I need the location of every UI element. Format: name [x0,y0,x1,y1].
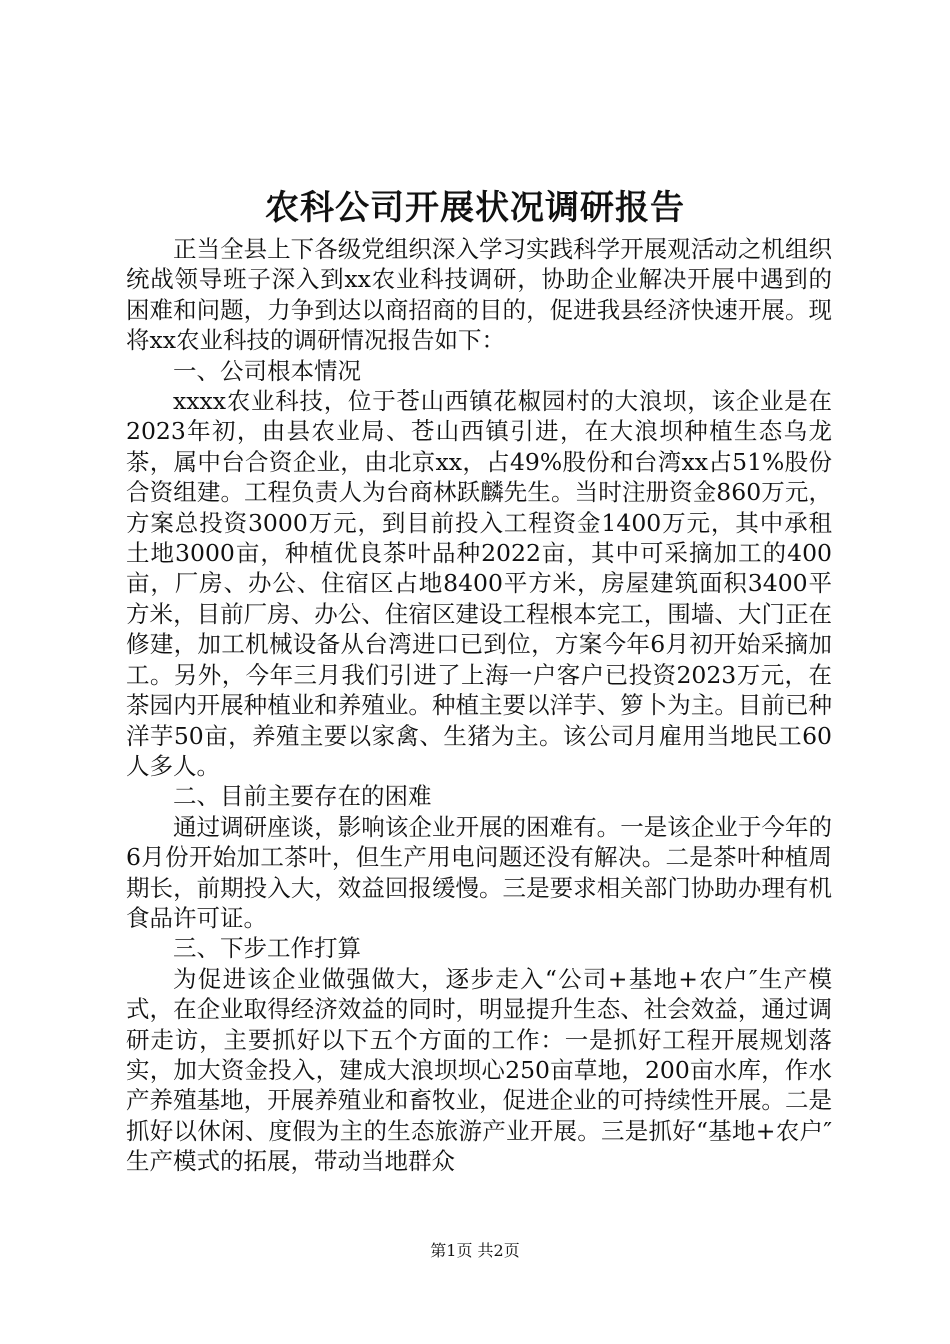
difficulties-paragraph: 通过调研座谈，影响该企业开展的困难有。一是该企业于今年的6月份开始加工茶叶，但生产用电问题还没有解决。二是茶叶种植周期长，前期投入大，效益回报缓慢。三是要求相关部门协助办理有机食品许可证。 [126,812,832,932]
document-body [126,234,832,1177]
intro-paragraph: 正当全县上下各级党组织深入学习实践科学开展观活动之机组织统战领导班子深入到xx农业科技调研，协助企业解决开展中遇到的困难和问题，力争到达以商招商的目的，促进我县经济快速开展。现将xx农业科技的调研情况报告如下： [126,235,832,355]
section-heading-next-steps: 三、下步工作打算 [173,934,361,963]
page-footer: 第1页 共2页 [430,1241,520,1260]
section-heading-difficulties: 二、目前主要存在的困难 [173,782,432,811]
section-heading-company-basics: 一、公司根本情况 [173,356,361,385]
next-steps-paragraph: 为促进该企业做强做大，逐步走入“公司+基地+农户″生产模式，在企业取得经济效益的同时，明显提升生态、社会效益，通过调研走访，主要抓好以下五个方面的工作：一是抓好工程开展规划落实，加大资金投入，建成大浪坝坝心250亩草地，200亩水库，作水产养殖基地，开展养殖业和畜牧业，促进企业的可持续性开展。二是抓好以休闲、度假为主的生态旅游产业开展。三是抓好“基地+农户″生产模式的拓展，带动当地群众 [126,964,832,1176]
company-basics-paragraph: xxxx农业科技，位于苍山西镇花椒园村的大浪坝，该企业是在2023年初，由县农业局、苍山西镇引进，在大浪坝种植生态乌龙茶，属中台合资企业，由北京xx，占49%股份和台湾xx占51%股份合资组建。工程负责人为台商林跃麟先生。当时注册资金860万元，方案总投资3000万元，到目前投入工程资金1400万元，其中承租土地3000亩，种植优良茶叶品种2022亩，其中可采摘加工的400亩，厂房、办公、住宿区占地8400平方米，房屋建筑面积3400平方米，目前厂房、办公、住宿区建设工程根本完工，围墙、大门正在修建，加工机械设备从台湾进口已到位，方案今年6月初开始采摘加工。另外，今年三月我们引进了上海一户客户已投资2023万元，在茶园内开展种植业和养殖业。种植主要以洋芋、箩卜为主。目前已种洋芋50亩，养殖主要以家禽、生猪为主。该公司月雇用当地民工60人多人。 [126,387,832,780]
document-title: 农科公司开展状况调研报告 [265,188,685,228]
